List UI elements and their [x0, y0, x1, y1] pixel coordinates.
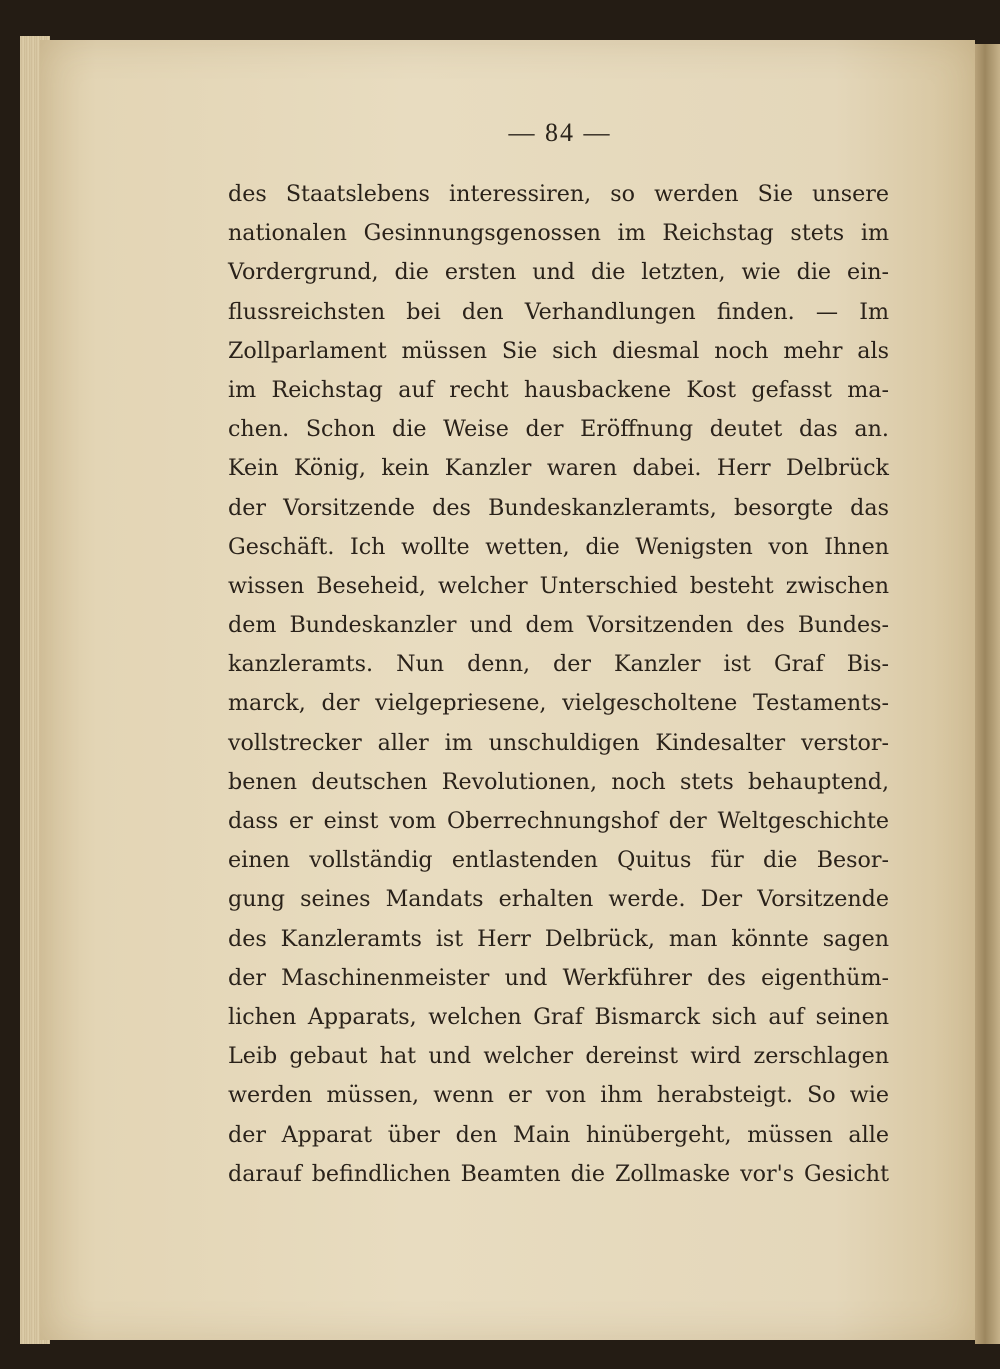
text-line: lichen Apparats, welchen Graf Bismarck sich auf seinen — [228, 1003, 889, 1030]
text-line: werden müssen, wenn er von ihm herabsteigt. So wie — [228, 1082, 889, 1109]
text-line: benen deutschen Revolutionen, noch stets behauptend, — [228, 768, 889, 795]
text-line: dass er einst vom Oberrechnungshof der Weltgeschichte — [228, 808, 889, 834]
text-line: kanzleramts. Nun denn, der Kanzler ist Graf Bis- — [228, 651, 889, 678]
text-line: wissen Beseheid, welcher Unterschied besteht zwischen — [228, 572, 889, 599]
book-spine-shadow — [975, 44, 1000, 1344]
text-line: darauf befindlichen Beamten die Zollmaske vor's Gesicht — [228, 1160, 889, 1187]
text-line: dem Bundeskanzler und dem Vorsitzenden des Bundes- — [228, 612, 889, 639]
body-text — [228, 175, 889, 1194]
text-line: gung seines Mandats erhalten werde. Der Vorsitzende — [228, 886, 889, 913]
text-line: einen vollständig entlastenden Quitus für die Besor- — [228, 847, 889, 874]
text-line: des Kanzleramts ist Herr Delbrück, man könnte sagen — [228, 925, 889, 952]
text-line: flussreichsten bei den Verhandlungen finden. — Im — [228, 298, 889, 325]
text-line: der Maschinenmeister und Werkführer des eigenthüm- — [228, 964, 889, 991]
text-line: Vordergrund, die ersten und die letzten, wie die ein- — [228, 259, 889, 286]
text-line: chen. Schon die Weise der Eröffnung deutet das an. — [228, 416, 889, 443]
page-number: — 84 — — [508, 118, 612, 147]
text-line: Kein König, kein Kanzler waren dabei. Herr Delbrück — [228, 455, 889, 482]
text-line: marck, der vielgepriesene, vielgescholtene Testaments- — [228, 690, 889, 717]
text-line: der Apparat über den Main hinübergeht, müssen alle — [228, 1121, 889, 1148]
text-line: des Staatslebens interessiren, so werden Sie unsere — [228, 181, 889, 207]
text-line: Geschäft. Ich wollte wetten, die Wenigsten von Ihnen — [228, 533, 889, 560]
text-line: Zollparlament müssen Sie sich diesmal noch mehr als — [228, 337, 889, 364]
text-line: Leib gebaut hat und welcher dereinst wird zerschlagen — [228, 1043, 889, 1070]
text-line: vollstrecker aller im unschuldigen Kindesalter verstor- — [228, 729, 889, 756]
text-line: nationalen Gesinnungsgenossen im Reichstag stets im — [228, 220, 889, 247]
text-line: der Vorsitzende des Bundeskanzleramts, besorgte das — [228, 494, 889, 521]
text-line: im Reichstag auf recht hausbackene Kost gefasst ma- — [228, 376, 889, 403]
